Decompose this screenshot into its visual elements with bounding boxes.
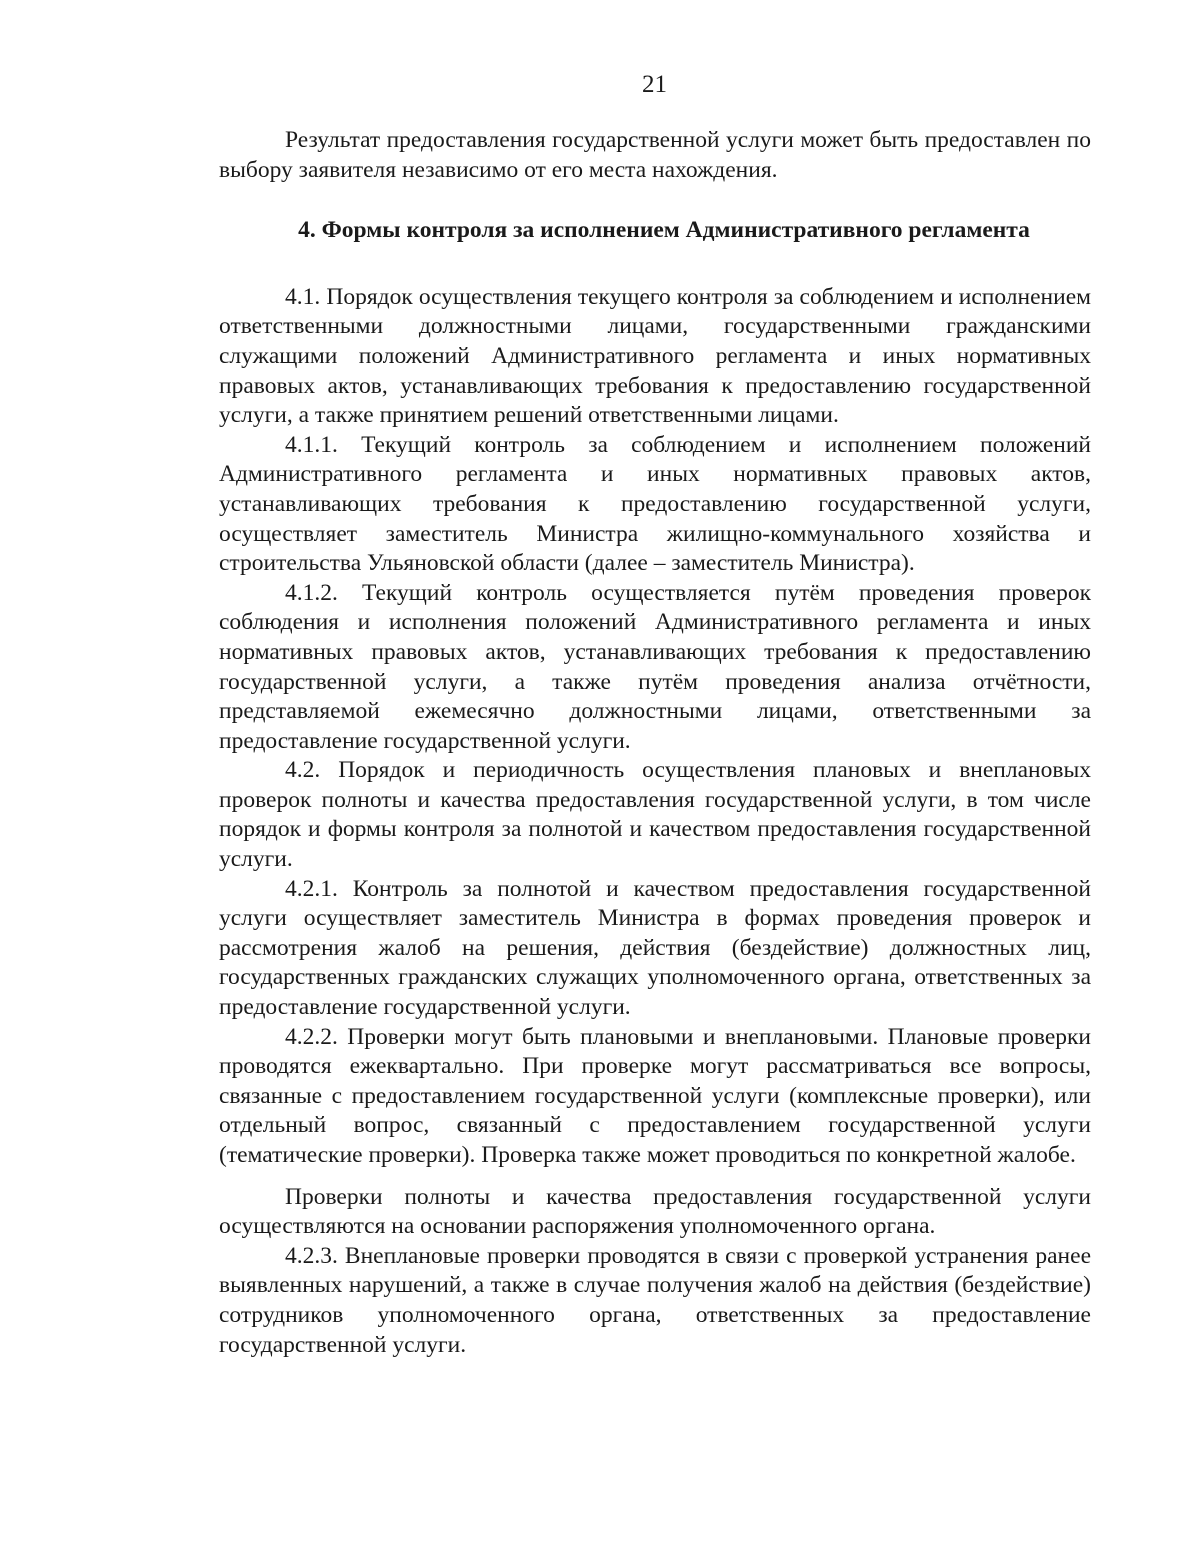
paragraph-checks-basis: Проверки полноты и качества предоставления государственной услуги осуществляются на основании распоряжения уполномоченного органа. <box>219 1183 1091 1240</box>
paragraph-4-2-1: 4.2.1. Контроль за полнотой и качеством предоставления государственной услуги осуществляет заместитель Министра в формах проведения проверок и рассмотрения жалоб на решения, действия (бездействие) должностных лиц, государственных гражданских служащих уполномоченного органа, ответственных за предоставление государственной услуги. <box>219 875 1091 1021</box>
paragraph-4-1: 4.1. Порядок осуществления текущего контроля за соблюдением и исполнением ответственными должностными лицами, государственными гражданскими служащими положений Административного регламента и иных нормативных правовых актов, устанавливающих требования к предоставлению государственной услуги, а также принятием решений ответственными лицами. <box>219 283 1091 429</box>
intro-paragraph: Результат предоставления государственной услуги может быть предоставлен по выбору заявителя независимо от его места нахождения. <box>219 127 1091 183</box>
paragraph-4-1-1: 4.1.1. Текущий контроль за соблюдением и исполнением положений Административного регламента и иных нормативных правовых актов, устанавливающих требования к предоставлению государственной услуги, осуществляет заместитель Министра жилищно-коммунального хозяйства и строительства Ульяновской области (далее – заместитель Министра). <box>219 431 1091 577</box>
paragraph-4-2-2: 4.2.2. Проверки могут быть плановыми и внеплановыми. Плановые проверки проводятся ежеквартально. При проверке могут рассматриваться все вопросы, связанные с предоставлением государственной услуги (комплексные проверки), или отдельный вопрос, связанный с предоставлением государственной услуги (тематические проверки). Проверка также может проводиться по конкретной жалобе. <box>219 1023 1091 1168</box>
paragraph-4-2: 4.2. Порядок и периодичность осуществления плановых и внеплановых проверок полноты и качества предоставления государственной услуги, в том числе порядок и формы контроля за полнотой и качеством предоставления государственной услуги. <box>219 757 1091 873</box>
page-number: 21 <box>642 71 667 98</box>
document-body <box>219 126 1091 1360</box>
paragraph-4-2-3: 4.2.3. Внеплановые проверки проводятся в связи с проверкой устранения ранее выявленных нарушений, а также в случае получения жалоб на действия (бездействие) сотрудников уполномоченного органа, ответственных за предоставление государственной услуги. <box>219 1242 1091 1358</box>
section-heading: 4. Формы контроля за исполнением Административного регламента <box>298 217 1030 244</box>
paragraph-4-1-2: 4.1.2. Текущий контроль осуществляется путём проведения проверок соблюдения и исполнения положений Административного регламента и иных нормативных правовых актов, устанавливающих требования к предоставлению государственной услуги, а также путём проведения анализа отчётности, представляемой ежемесячно должностными лицами, ответственными за предоставление государственной услуги. <box>219 579 1091 754</box>
